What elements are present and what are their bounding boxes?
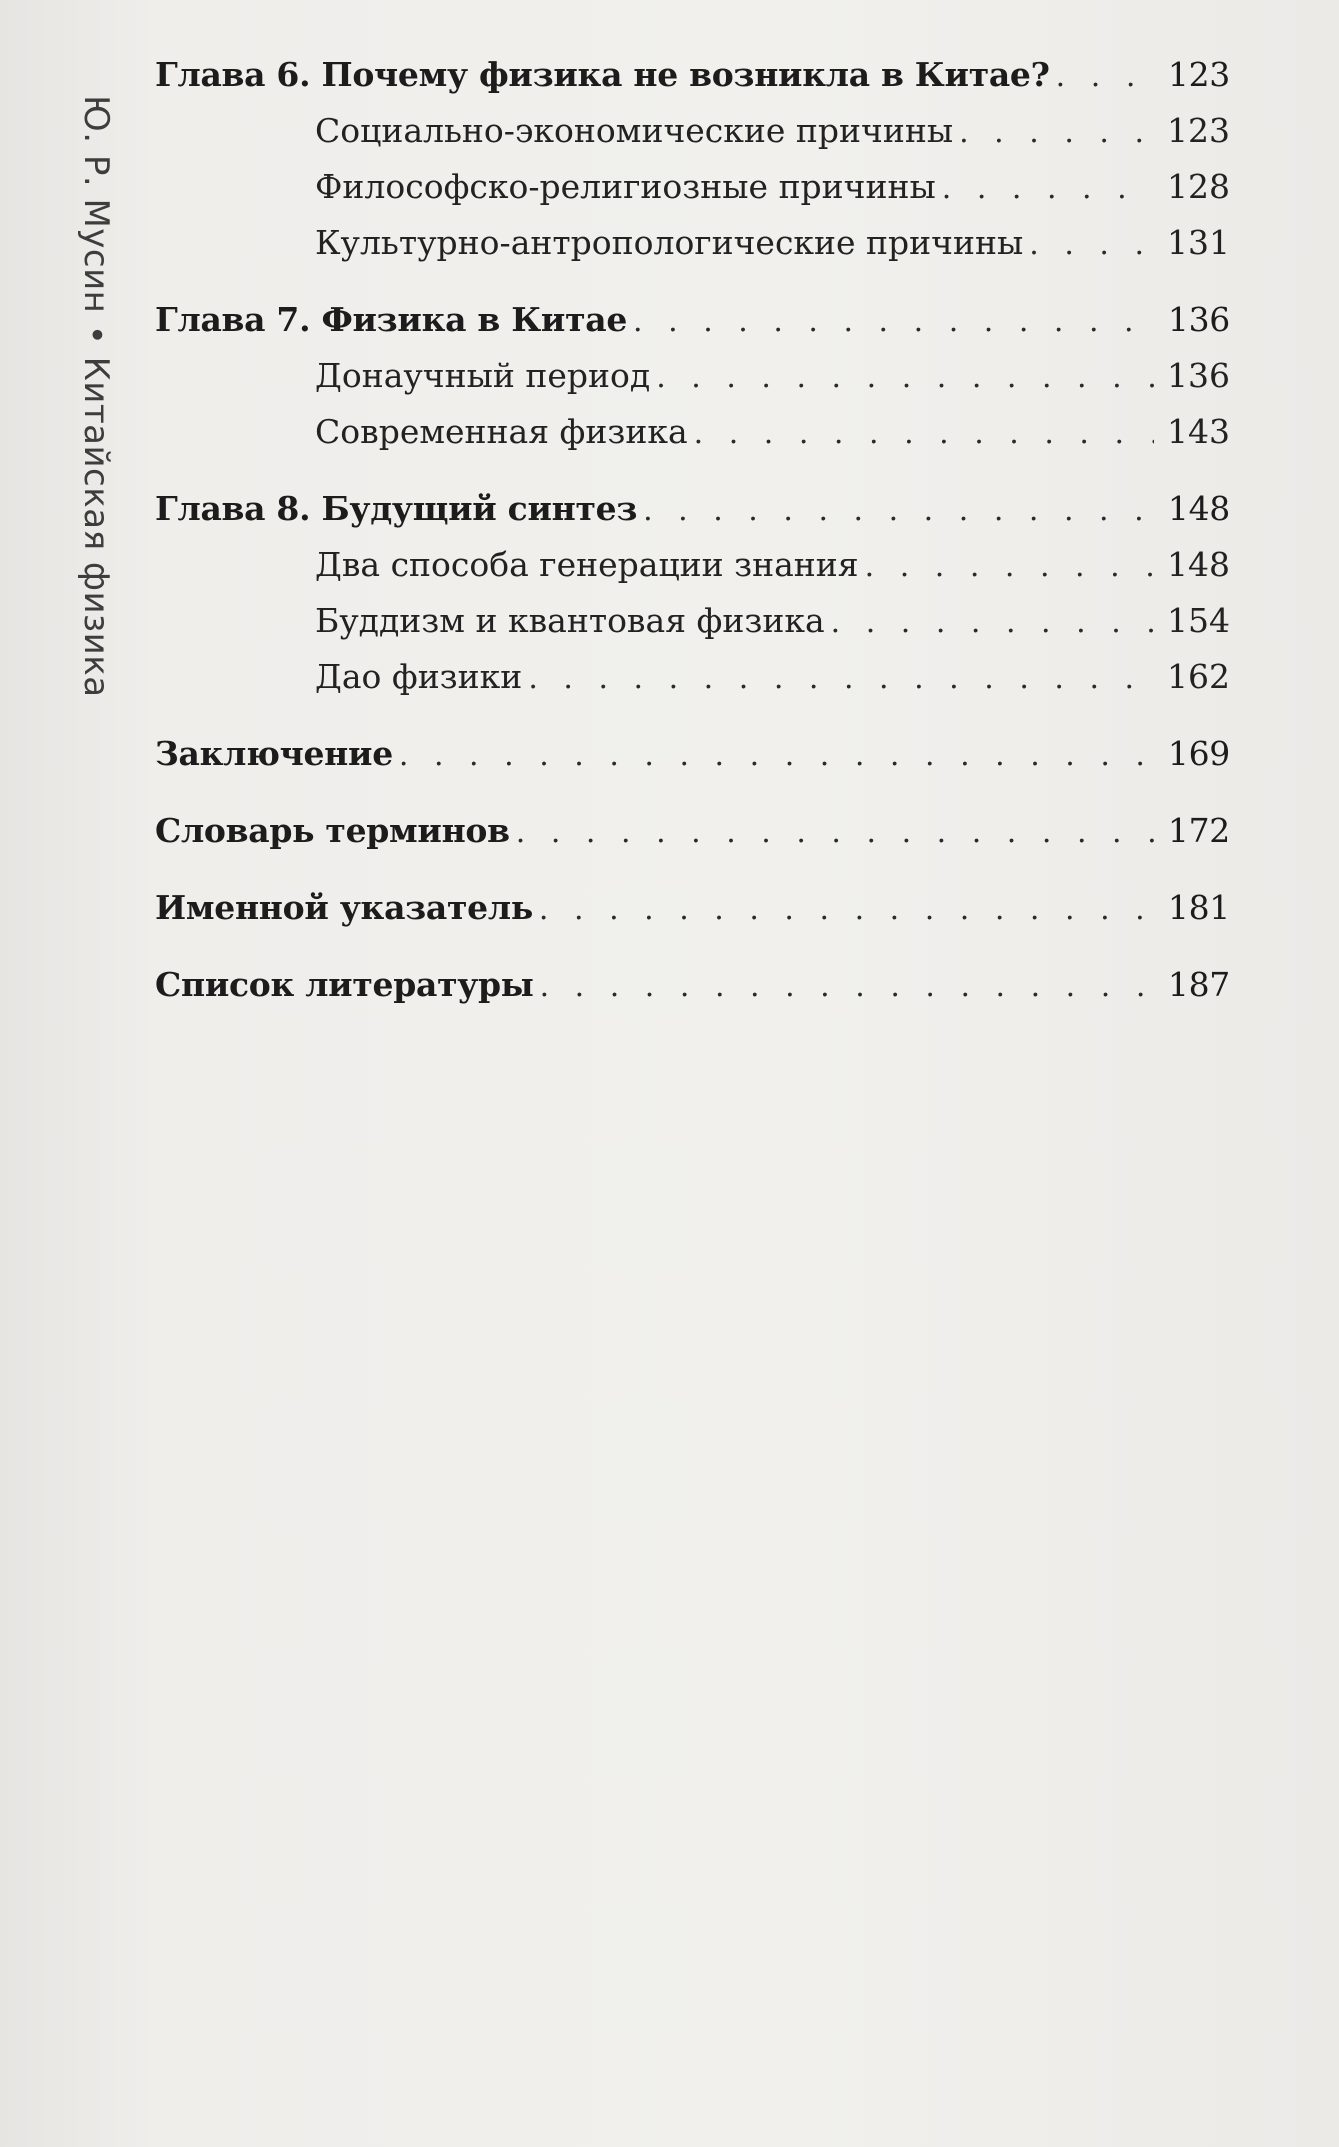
- leader-dots: [831, 605, 1154, 640]
- toc-entry-page: 172: [1167, 811, 1230, 850]
- toc-name-index: [155, 888, 1230, 944]
- toc-entry-title: Заключение: [155, 734, 393, 773]
- toc-section: [155, 545, 1230, 601]
- leader-dots: [528, 661, 1154, 696]
- toc-entry-title: Социально-экономические причины: [315, 111, 954, 150]
- toc-entry-page: 169: [1167, 734, 1230, 773]
- toc-entry-title: Философско-религиозные причины: [315, 167, 936, 206]
- toc-entry-page: 123: [1167, 55, 1230, 94]
- running-head: [72, 95, 116, 698]
- toc-glossary: [155, 811, 1230, 867]
- toc-entry-page: 123: [1167, 111, 1230, 150]
- toc-conclusion: [155, 734, 1230, 790]
- leader-dots: [865, 549, 1154, 584]
- toc-section: [155, 223, 1230, 279]
- toc-entry-title: Глава 7. Физика в Китае: [155, 300, 628, 339]
- toc-section: [155, 167, 1230, 223]
- toc-entry-page: 136: [1167, 300, 1230, 339]
- toc-entry-title: Именной указатель: [155, 888, 533, 927]
- leader-dots: [643, 493, 1154, 528]
- toc-entry-title: Донаучный период: [315, 356, 651, 395]
- toc-section: [155, 601, 1230, 657]
- toc-entry-page: 128: [1167, 167, 1230, 206]
- leader-dots: [656, 360, 1154, 395]
- toc-section: [155, 356, 1230, 412]
- leader-dots: [633, 304, 1154, 339]
- toc-entry-title: Буддизм и квантовая физика: [315, 601, 825, 640]
- toc-entry-title: Современная физика: [315, 412, 688, 451]
- leader-dots: [942, 171, 1154, 206]
- toc-entry-page: 148: [1167, 545, 1230, 584]
- toc-entry-page: 136: [1167, 356, 1230, 395]
- toc-entry-title: Словарь терминов: [155, 811, 510, 850]
- toc-section: [155, 412, 1230, 468]
- leader-dots: [1029, 227, 1154, 262]
- leader-dots: [539, 892, 1154, 927]
- toc-entry-page: 181: [1167, 888, 1230, 927]
- toc-entry-page: 162: [1167, 657, 1230, 696]
- toc-entry-title: Глава 6. Почему физика не возникла в Китае?: [155, 55, 1050, 94]
- toc-chapter-7: [155, 300, 1230, 356]
- toc-entry-page: 131: [1167, 223, 1230, 262]
- toc-chapter-8: [155, 489, 1230, 545]
- leader-dots: [1056, 59, 1154, 94]
- toc-entry-title: Два способа генерации знания: [315, 545, 859, 584]
- toc-entry-page: 143: [1167, 412, 1230, 451]
- toc-entry-title: Культурно-антропологические причины: [315, 223, 1024, 262]
- toc-chapter-6: [155, 55, 1230, 111]
- toc-section: [155, 657, 1230, 713]
- toc-entry-page: 154: [1167, 601, 1230, 640]
- toc-section: [155, 111, 1230, 167]
- toc-entry-title: Дао физики: [315, 657, 523, 696]
- leader-dots: [399, 738, 1154, 773]
- leader-dots: [516, 815, 1154, 850]
- toc-bibliography: [155, 965, 1230, 1021]
- toc-entry-title: Глава 8. Будущий синтез: [155, 489, 638, 528]
- toc-entry-page: 187: [1167, 965, 1230, 1004]
- leader-dots: [694, 416, 1154, 451]
- table-of-contents: [155, 55, 1230, 1021]
- running-head-text: Ю. Р. Мусин • Китайская физика: [76, 95, 116, 698]
- leader-dots: [540, 969, 1154, 1004]
- toc-entry-page: 148: [1167, 489, 1230, 528]
- toc-entry-title: Список литературы: [155, 965, 534, 1004]
- leader-dots: [959, 115, 1154, 150]
